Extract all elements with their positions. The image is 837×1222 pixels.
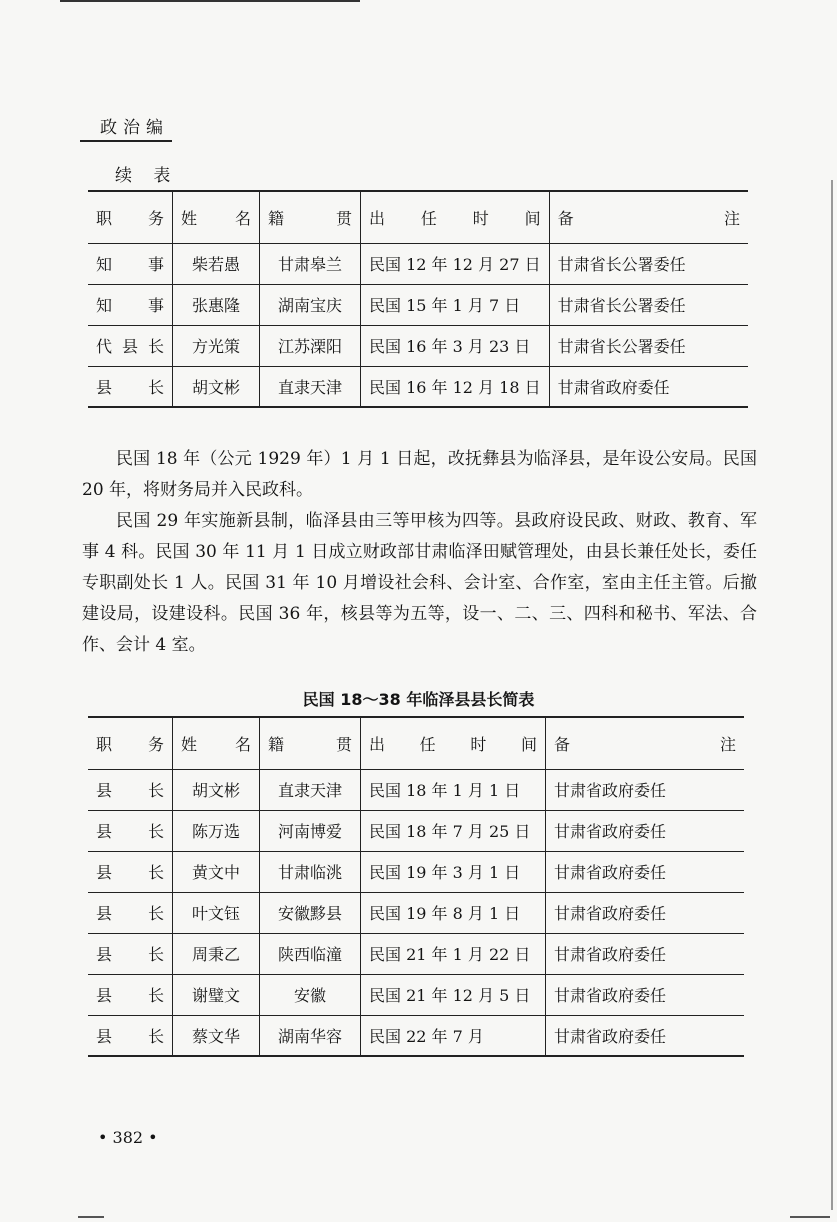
cell-position: 代县长 <box>88 325 173 366</box>
table-row <box>88 810 744 851</box>
cell-time: 民国 16 年 12 月 18 日 <box>361 366 550 407</box>
cell-note: 甘肃省政府委任 <box>546 892 745 933</box>
cell-position: 知事 <box>88 243 173 284</box>
cell-name: 叶文钰 <box>173 892 260 933</box>
cell-origin: 甘肃临洮 <box>260 851 361 892</box>
cell-position: 县长 <box>88 892 173 933</box>
cell-origin: 河南博爱 <box>260 810 361 851</box>
cell-origin: 安徽黟县 <box>260 892 361 933</box>
cell-time: 民国 18 年 1 月 1 日 <box>361 769 546 810</box>
cell-position: 县长 <box>88 769 173 810</box>
cell-position: 县长 <box>88 933 173 974</box>
table-row <box>88 243 748 284</box>
column-header-origin: 籍贯 <box>260 191 361 243</box>
cell-time: 民国 15 年 1 月 7 日 <box>361 284 550 325</box>
scan-bottom-mark-right <box>790 1216 830 1218</box>
cell-position: 县长 <box>88 366 173 407</box>
column-header-time: 出任时间 <box>361 191 550 243</box>
column-header-position: 职务 <box>88 717 173 769</box>
cell-name: 陈万选 <box>173 810 260 851</box>
table-header-row <box>88 191 748 243</box>
column-header-name: 姓名 <box>173 717 260 769</box>
cell-note: 甘肃省政府委任 <box>546 933 745 974</box>
cell-origin: 直隶天津 <box>260 769 361 810</box>
cell-origin: 湖南华容 <box>260 1015 361 1056</box>
table-row <box>88 851 744 892</box>
cell-name: 谢璧文 <box>173 974 260 1015</box>
cell-note: 甘肃省政府委任 <box>546 1015 745 1056</box>
cell-note: 甘肃省政府委任 <box>549 366 748 407</box>
table-header-row <box>88 717 744 769</box>
cell-name: 张惠隆 <box>173 284 260 325</box>
cell-time: 民国 22 年 7 月 <box>361 1015 546 1056</box>
scan-top-line <box>60 0 360 2</box>
cell-note: 甘肃省政府委任 <box>546 851 745 892</box>
section-header: 政治编 <box>100 118 169 138</box>
cell-name: 柴若愚 <box>173 243 260 284</box>
table-row <box>88 769 744 810</box>
column-header-position: 职务 <box>88 191 173 243</box>
page-number: • 382 • <box>98 1128 158 1147</box>
body-paragraph: 民国 18 年（公元 1929 年）1 月 1 日起，改抚彝县为临泽县，是年设公安局。民国 20 年，将财务局并入民政科。 <box>82 449 757 500</box>
cell-position: 县长 <box>88 810 173 851</box>
county-magistrate-table <box>88 716 744 1057</box>
cell-name: 方光策 <box>173 325 260 366</box>
header-underline <box>80 140 172 142</box>
cell-note: 甘肃省长公署委任 <box>549 284 748 325</box>
scan-bottom-mark <box>78 1216 104 1218</box>
cell-name: 周秉乙 <box>173 933 260 974</box>
cell-origin: 陕西临潼 <box>260 933 361 974</box>
cell-position: 县长 <box>88 1015 173 1056</box>
column-header-note: 备注 <box>549 191 748 243</box>
column-header-time: 出任时间 <box>361 717 546 769</box>
table-row <box>88 325 748 366</box>
cell-time: 民国 12 年 12 月 27 日 <box>361 243 550 284</box>
cell-time: 民国 19 年 8 月 1 日 <box>361 892 546 933</box>
cell-origin: 江苏溧阳 <box>260 325 361 366</box>
cell-time: 民国 21 年 1 月 22 日 <box>361 933 546 974</box>
cell-position: 知事 <box>88 284 173 325</box>
cell-note: 甘肃省政府委任 <box>546 974 745 1015</box>
table-row <box>88 284 748 325</box>
table-row <box>88 1015 744 1056</box>
cell-note: 甘肃省长公署委任 <box>549 243 748 284</box>
cell-origin: 直隶天津 <box>260 366 361 407</box>
cell-name: 黄文中 <box>173 851 260 892</box>
cell-name: 蔡文华 <box>173 1015 260 1056</box>
column-header-origin: 籍贯 <box>260 717 361 769</box>
cell-note: 甘肃省政府委任 <box>546 810 745 851</box>
table-row <box>88 974 744 1015</box>
magistrate-table-continued <box>88 190 748 408</box>
cell-origin: 湖南宝庆 <box>260 284 361 325</box>
column-header-name: 姓名 <box>173 191 260 243</box>
cell-note: 甘肃省长公署委任 <box>549 325 748 366</box>
cell-name: 胡文彬 <box>173 366 260 407</box>
cell-time: 民国 16 年 3 月 23 日 <box>361 325 550 366</box>
cell-position: 县长 <box>88 851 173 892</box>
cell-time: 民国 18 年 7 月 25 日 <box>361 810 546 851</box>
column-header-note: 备注 <box>546 717 745 769</box>
cell-time: 民国 21 年 12 月 5 日 <box>361 974 546 1015</box>
table-row <box>88 892 744 933</box>
table-row <box>88 933 744 974</box>
body-paragraph: 民国 29 年实施新县制，临泽县由三等甲核为四等。县政府设民政、财政、教育、军事 4 科。民国 30 年 11 月 1 日成立财政部甘肃临泽田赋管理处，由县长兼任处长，委任专职副处长 1 人。民国 31 年 10 月增设社会科、会计室、合作室，室由主任主管。后撤建设局，设建设科。民国 36 年，核县等为五等，设一、二、三、四科和秘书、军法、合作、会计 4 室。 <box>82 511 757 655</box>
cell-position: 县长 <box>88 974 173 1015</box>
continued-table-label: 续 表 <box>115 166 179 186</box>
table-row <box>88 366 748 407</box>
cell-name: 胡文彬 <box>173 769 260 810</box>
cell-note: 甘肃省政府委任 <box>546 769 745 810</box>
cell-origin: 甘肃皋兰 <box>260 243 361 284</box>
table-title: 民国 18～38 年临泽县县长简表 <box>302 690 535 709</box>
cell-time: 民国 19 年 3 月 1 日 <box>361 851 546 892</box>
cell-origin: 安徽 <box>260 974 361 1015</box>
